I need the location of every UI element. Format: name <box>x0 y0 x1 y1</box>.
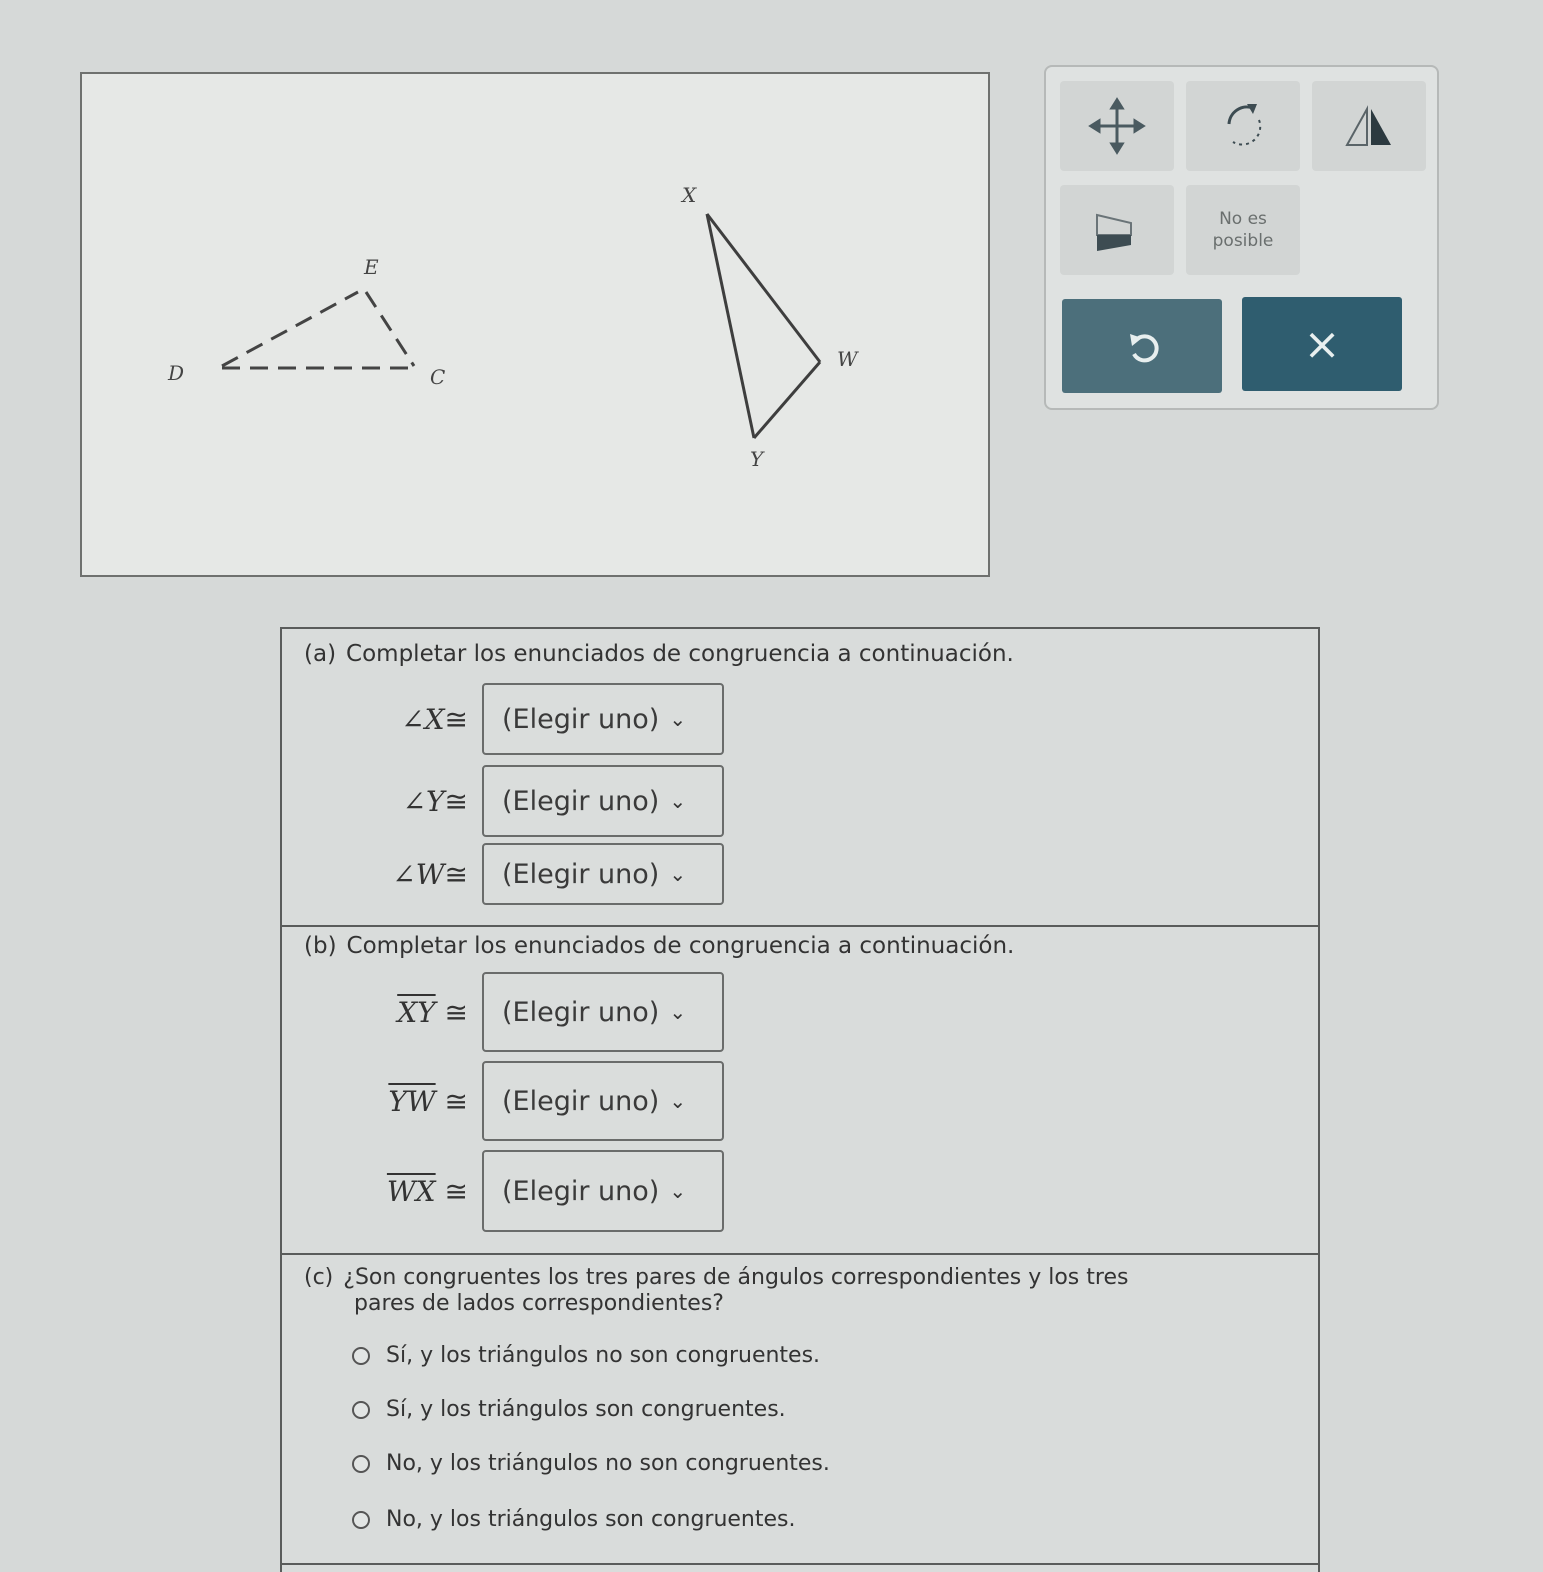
angle-y-select[interactable]: (Elegir uno) ⌄ <box>482 765 724 837</box>
angle-row-y <box>342 763 724 839</box>
undo-icon <box>1122 326 1162 366</box>
no-posible-label-line1: No es <box>1219 209 1267 229</box>
clear-button[interactable] <box>1242 297 1402 391</box>
part-c-section <box>282 1255 1318 1565</box>
radio-button[interactable] <box>352 1401 370 1419</box>
chevron-down-icon: ⌄ <box>669 1000 687 1024</box>
answer-option-1[interactable] <box>352 1343 820 1368</box>
segment-yw-select[interactable]: (Elegir uno) ⌄ <box>482 1061 724 1141</box>
point-label-c: C <box>430 365 446 389</box>
part-a-prompt <box>304 641 1014 667</box>
chevron-down-icon: ⌄ <box>669 789 687 813</box>
segment-xy-select[interactable]: (Elegir uno) ⌄ <box>482 972 724 1052</box>
part-b-prompt <box>304 933 1014 959</box>
segment-row-xy <box>342 971 724 1053</box>
angle-x-select[interactable]: (Elegir uno) ⌄ <box>482 683 724 755</box>
part-c-text-line1: ¿Son congruentes los tres pares de ángulos correspondientes y los tres <box>343 1265 1129 1290</box>
part-c-letter: (c) <box>304 1265 334 1290</box>
close-icon: × <box>1303 318 1341 370</box>
translate-tool[interactable] <box>1060 81 1174 171</box>
point-label-d: D <box>168 361 185 385</box>
move-arrows-icon <box>1087 96 1147 156</box>
answer-option-2-label: Sí, y los triángulos son congruentes. <box>386 1397 786 1422</box>
point-label-e: E <box>364 255 379 279</box>
point-label-x: X <box>682 183 697 207</box>
segment-row-yw <box>342 1061 724 1141</box>
segment-xy-label: $\overline{XY}$ ≅ <box>397 995 468 1029</box>
question-panel <box>280 627 1320 1572</box>
segment-wx-select[interactable]: (Elegir uno) ⌄ <box>482 1150 724 1232</box>
segment-wx-label: $\overline{WX}$ ≅ <box>386 1174 468 1208</box>
answer-option-4[interactable] <box>352 1507 796 1532</box>
angle-row-x <box>342 681 724 757</box>
chevron-down-icon: ⌄ <box>669 862 687 886</box>
radio-button[interactable] <box>352 1511 370 1529</box>
point-label-y: Y <box>750 447 764 471</box>
rotate-tool[interactable] <box>1186 81 1300 171</box>
dilate-icon <box>1087 205 1147 255</box>
answer-option-4-label: No, y los triángulos son congruentes. <box>386 1507 796 1532</box>
drawing-canvas[interactable] <box>80 72 990 577</box>
chevron-down-icon: ⌄ <box>669 707 687 731</box>
chevron-down-icon: ⌄ <box>669 1179 687 1203</box>
angle-row-w <box>342 841 724 907</box>
answer-option-2[interactable] <box>352 1397 786 1422</box>
undo-button[interactable] <box>1062 299 1222 393</box>
reflect-tool[interactable] <box>1312 81 1426 171</box>
part-a-letter: (a) <box>304 641 337 667</box>
segment-yw-label: $\overline{YW}$ ≅ <box>388 1084 468 1118</box>
rotate-icon <box>1213 94 1273 158</box>
answer-option-3[interactable] <box>352 1451 830 1476</box>
angle-w-select[interactable]: (Elegir uno) ⌄ <box>482 843 724 905</box>
part-b-section <box>282 927 1318 1255</box>
angle-w-label: ∠W≅ <box>392 857 468 891</box>
triangle-xwy[interactable] <box>707 214 820 438</box>
part-c-text-line2: pares de lados correspondientes? <box>354 1291 724 1316</box>
no-posible-button[interactable] <box>1186 185 1300 275</box>
transform-toolbar <box>1044 65 1439 410</box>
part-b-letter: (b) <box>304 933 337 959</box>
part-c-prompt <box>304 1265 1128 1317</box>
chevron-down-icon: ⌄ <box>669 1089 687 1113</box>
part-a-text: Completar los enunciados de congruencia a continuación. <box>346 641 1014 667</box>
answer-option-3-label: No, y los triángulos no son congruentes. <box>386 1451 830 1476</box>
segment-row-wx <box>342 1149 724 1233</box>
point-label-w: W <box>837 347 858 371</box>
radio-button[interactable] <box>352 1455 370 1473</box>
triangle-dec[interactable] <box>222 292 414 368</box>
angle-y-label: ∠Y≅ <box>402 784 468 818</box>
radio-button[interactable] <box>352 1347 370 1365</box>
reflect-icon <box>1339 101 1399 151</box>
angle-x-label: ∠X≅ <box>401 702 468 736</box>
triangles-diagram <box>82 74 988 575</box>
answer-option-1-label: Sí, y los triángulos no son congruentes. <box>386 1343 821 1368</box>
dilate-tool[interactable] <box>1060 185 1174 275</box>
part-b-text: Completar los enunciados de congruencia a continuación. <box>346 933 1015 959</box>
part-a-section <box>282 629 1318 927</box>
no-posible-label-line2: posible <box>1212 231 1274 251</box>
